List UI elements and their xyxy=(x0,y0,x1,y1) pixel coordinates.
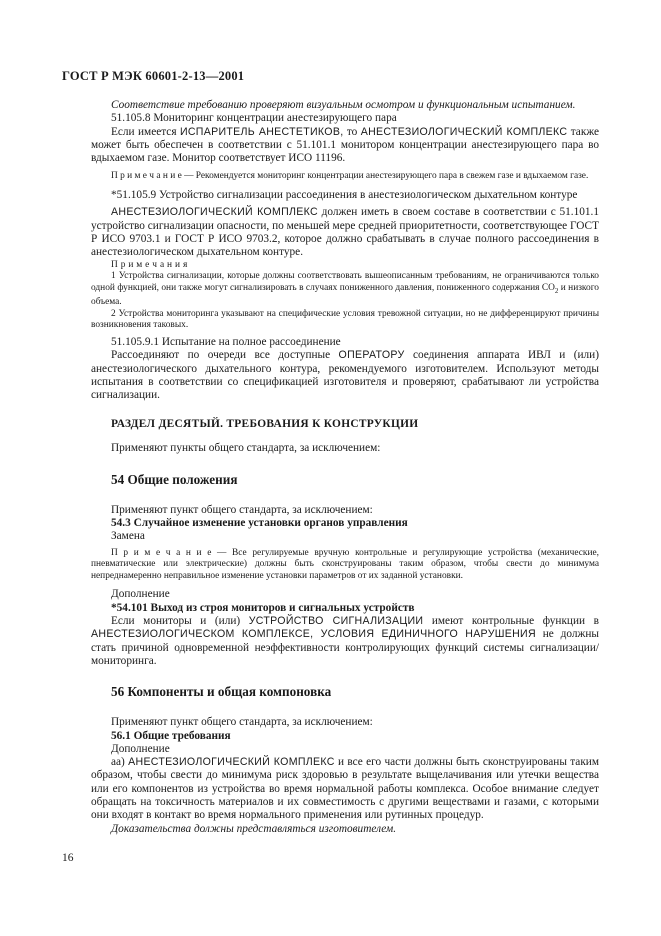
heading-56: 56 Компоненты и общая компоновка xyxy=(111,684,332,700)
text-run: то xyxy=(343,125,361,138)
clause-56-1-aa xyxy=(91,756,599,822)
note-b: 2 Устройства мониторинга указывают на специфические условия тревожной ситуации, но не дифференцируют причины возникновения таковых. xyxy=(91,308,599,331)
page-content xyxy=(91,99,599,836)
text-run: аа) xyxy=(111,756,129,769)
clause-51-105-9-title: *51.105.9 Устройство сигнализации рассоединения в анестезиологическом дыхательном контуре xyxy=(111,189,578,202)
text-run: Рассоединяют по очереди все доступные xyxy=(111,349,339,362)
note-text: — Все регулируемые вручную контрольные и регулирующие устройства (механические, пневматические или электрические) должны быть сконструированы таким образом, чтобы свести до минимума непреднамеренно неправильное изменение установки параметров от их заданной установки. xyxy=(91,547,599,581)
note-a xyxy=(91,271,599,309)
document-header-code: ГОСТ Р МЭК 60601-2-13—2001 xyxy=(62,69,245,83)
clause-54-101-text xyxy=(91,615,599,668)
note-text: — Рекомендуется мониторинг концентрации анестезирующего пара в свежем газе и вдыхаемом газе. xyxy=(181,171,589,182)
heading-54: 54 Общие положения xyxy=(111,471,238,487)
text-run: не должны стать причиной одновременной неэффективности контролирующих функций системы сигнализации/мониторинга. xyxy=(91,628,599,667)
text-run: соединения аппарата ИВЛ и (или) анестезиологического дыхательного контура, рекомендуемого изготовителем. Используют методы испытания в соответствии со спецификацией изготовителя и проверяют, срабатывают ли устройства сигнализации. xyxy=(91,349,599,402)
text-run: Если имеется xyxy=(111,125,180,138)
text-run: имеют контрольные функции в xyxy=(423,615,599,628)
defined-term: ИСПАРИТЕЛЬ АНЕСТЕТИКОВ, xyxy=(179,125,344,138)
defined-term: АНЕСТЕЗИОЛОГИЧЕСКОМ КОМПЛЕКСЕ, УСЛОВИЯ ЕДИНИЧНОГО НАРУШЕНИЯ xyxy=(91,628,536,641)
defined-term: АНЕСТЕЗИОЛОГИЧЕСКИЙ КОМПЛЕКС xyxy=(128,756,335,769)
clause-51-105-9-1-title: 51.105.9.1 Испытание на полное рассоединение xyxy=(111,336,341,348)
apply-except-1: Применяют пункты общего стандарта, за исключением: xyxy=(111,442,381,455)
note-text: 1 Устройства сигнализации, которые должны соответствовать вышеописанным требованиям, не ограничиваются только одной функцией, они также могут сигнализировать в случаях пониженного давления, пониженного содержания CO xyxy=(91,271,599,293)
addition-label-1: Дополнение xyxy=(111,588,170,601)
heading-54-101: *54.101 Выход из строя мониторов и сигнальных устройств xyxy=(111,601,415,614)
apply-except-3: Применяют пункт общего стандарта, за исключением: xyxy=(111,716,373,729)
text-run: также может быть обеспечен в соответствии с 51.101.1 монитором концентрации анестезирующего пара во вдыхаемом газе. Монитор соответствует ИСО 11196. xyxy=(91,125,599,165)
clause-51-105-9-1-text xyxy=(91,349,599,402)
note-label: П р и м е ч а н и е xyxy=(111,171,182,182)
defined-term: АНЕСТЕЗИОЛОГИЧЕСКИЙ КОМПЛЕКС xyxy=(360,125,568,138)
addition-label-2: Дополнение xyxy=(111,742,170,755)
text-run: Если мониторы и (или) xyxy=(111,615,249,628)
apply-except-2: Применяют пункт общего стандарта, за исключением: xyxy=(111,503,373,516)
conformity-statement: Соответствие требованию проверяют визуальным осмотром и функциональным испытанием. xyxy=(111,99,576,111)
defined-term: УСТРОЙСТВО СИГНАЛИЗАЦИИ xyxy=(248,615,424,628)
text-run: и все его части должны быть сконструированы таким образом, чтобы свести до минимума риск здоровью в результате выщелачивания или утечки вещества или его компонентов из устройства во время нормальной работы комплекса. Особое внимание следует обращать на токсичность материалов и их совместимость с другими веществами и газами, с которыми они входят в контакт во время нормального применения или рутинных процедур. xyxy=(91,756,600,822)
heading-56-1: 56.1 Общие требования xyxy=(111,729,231,742)
clause-51-105-9-text xyxy=(91,206,599,259)
note-1 xyxy=(91,171,599,183)
note-2 xyxy=(91,548,599,583)
evidence-statement: Доказательства должны представляться изготовителем. xyxy=(111,822,397,835)
clause-51-105-8-text xyxy=(91,126,599,166)
section-10-heading: РАЗДЕЛ ДЕСЯТЫЙ. ТРЕБОВАНИЯ К КОНСТРУКЦИИ xyxy=(111,418,419,431)
defined-term: АНЕСТЕЗИОЛОГИЧЕСКИЙ КОМПЛЕКС xyxy=(111,206,318,219)
note-label: П р и м е ч а н и е xyxy=(111,547,212,558)
heading-54-3: 54.3 Случайное изменение установки органов управления xyxy=(111,517,408,530)
notes-label: П р и м е ч а н и я xyxy=(111,259,188,270)
page-number: 16 xyxy=(62,852,74,864)
text-run: должен иметь в своем составе в соответствии с 51.101.1 устройство сигнализации опасности, по меньшей мере средней приоритетности, соответствующее ГОСТ Р ИСО 9703.1 и ГОСТ Р ИСО 9703.2, которое должно срабатывать в случае полного рассоединения в анестезиологическом дыхательном контуре. xyxy=(91,206,599,259)
subscript: 2 xyxy=(554,286,559,295)
defined-term: ОПЕРАТОРУ xyxy=(338,349,405,362)
replace-label: Замена xyxy=(111,530,145,543)
note-text: и низкого объема. xyxy=(91,282,599,308)
clause-51-105-8-title: 51.105.8 Мониторинг концентрации анестезирующего пара xyxy=(111,112,397,125)
